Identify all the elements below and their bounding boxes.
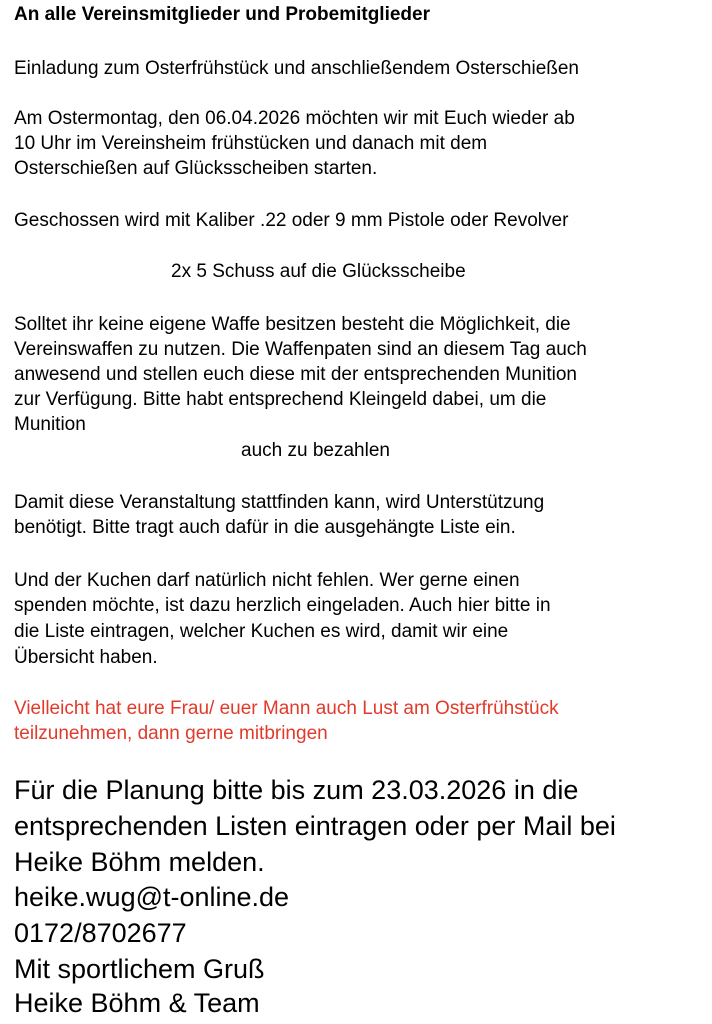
partner-note-line-2: teilzunehmen, dann gerne mitbringen bbox=[14, 723, 328, 744]
cake-line-4: Übersicht haben. bbox=[14, 647, 158, 668]
shots-line: 2x 5 Schuss auf die Glücksscheibe bbox=[171, 261, 466, 282]
details-line-1: Am Ostermontag, den 06.04.2026 möchten wir mit Euch wieder ab bbox=[14, 108, 575, 129]
weapons-line-5: Munition bbox=[14, 414, 86, 435]
cake-line-3: die Liste eintragen, welcher Kuchen es wird, damit wir eine bbox=[14, 621, 509, 642]
support-line-2: benötigt. Bitte tragt auch dafür in die ausgehängte Liste ein. bbox=[14, 517, 516, 538]
weapons-line-1: Solltet ihr keine eigene Waffe besitzen besteht die Möglichkeit, die bbox=[14, 314, 571, 335]
weapons-line-4: zur Verfügung. Bitte habt entsprechend Kleingeld dabei, um die bbox=[14, 389, 547, 410]
planning-line-2: entsprechenden Listen eintragen oder per Mail bei bbox=[14, 811, 616, 841]
planning-line-3: Heike Böhm melden. bbox=[14, 847, 265, 877]
details-line-2: 10 Uhr im Vereinsheim frühstücken und danach mit dem bbox=[14, 133, 488, 154]
cake-line-2: spenden möchte, ist dazu herzlich eingeladen. Auch hier bitte in bbox=[14, 595, 551, 616]
weapons-line-6: auch zu bezahlen bbox=[241, 440, 390, 461]
document-heading: An alle Vereinsmitglieder und Probemitglieder bbox=[14, 4, 430, 25]
details-line-3: Osterschießen auf Glücksscheiben starten. bbox=[14, 158, 378, 179]
invitation-line: Einladung zum Osterfrühstück und anschließendem Osterschießen bbox=[14, 58, 579, 79]
weapons-line-3: anwesend und stellen euch diese mit der entsprechenden Munition bbox=[14, 364, 577, 385]
planning-line-1: Für die Planung bitte bis zum 23.03.2026 in die bbox=[14, 775, 579, 805]
cake-line-1: Und der Kuchen darf natürlich nicht fehlen. Wer gerne einen bbox=[14, 570, 520, 591]
closing-greeting: Mit sportlichem Gruß bbox=[14, 954, 265, 984]
partner-note-line-1: Vielleicht hat eure Frau/ euer Mann auch Lust am Osterfrühstück bbox=[14, 698, 559, 719]
contact-phone: 0172/8702677 bbox=[14, 918, 187, 948]
caliber-line: Geschossen wird mit Kaliber .22 oder 9 mm Pistole oder Revolver bbox=[14, 210, 569, 231]
contact-email: heike.wug@t-online.de bbox=[14, 882, 290, 912]
support-line-1: Damit diese Veranstaltung stattfinden kann, wird Unterstützung bbox=[14, 492, 545, 513]
weapons-line-2: Vereinswaffen zu nutzen. Die Waffenpaten sind an diesem Tag auch bbox=[14, 339, 587, 360]
signature: Heike Böhm & Team bbox=[14, 988, 260, 1018]
